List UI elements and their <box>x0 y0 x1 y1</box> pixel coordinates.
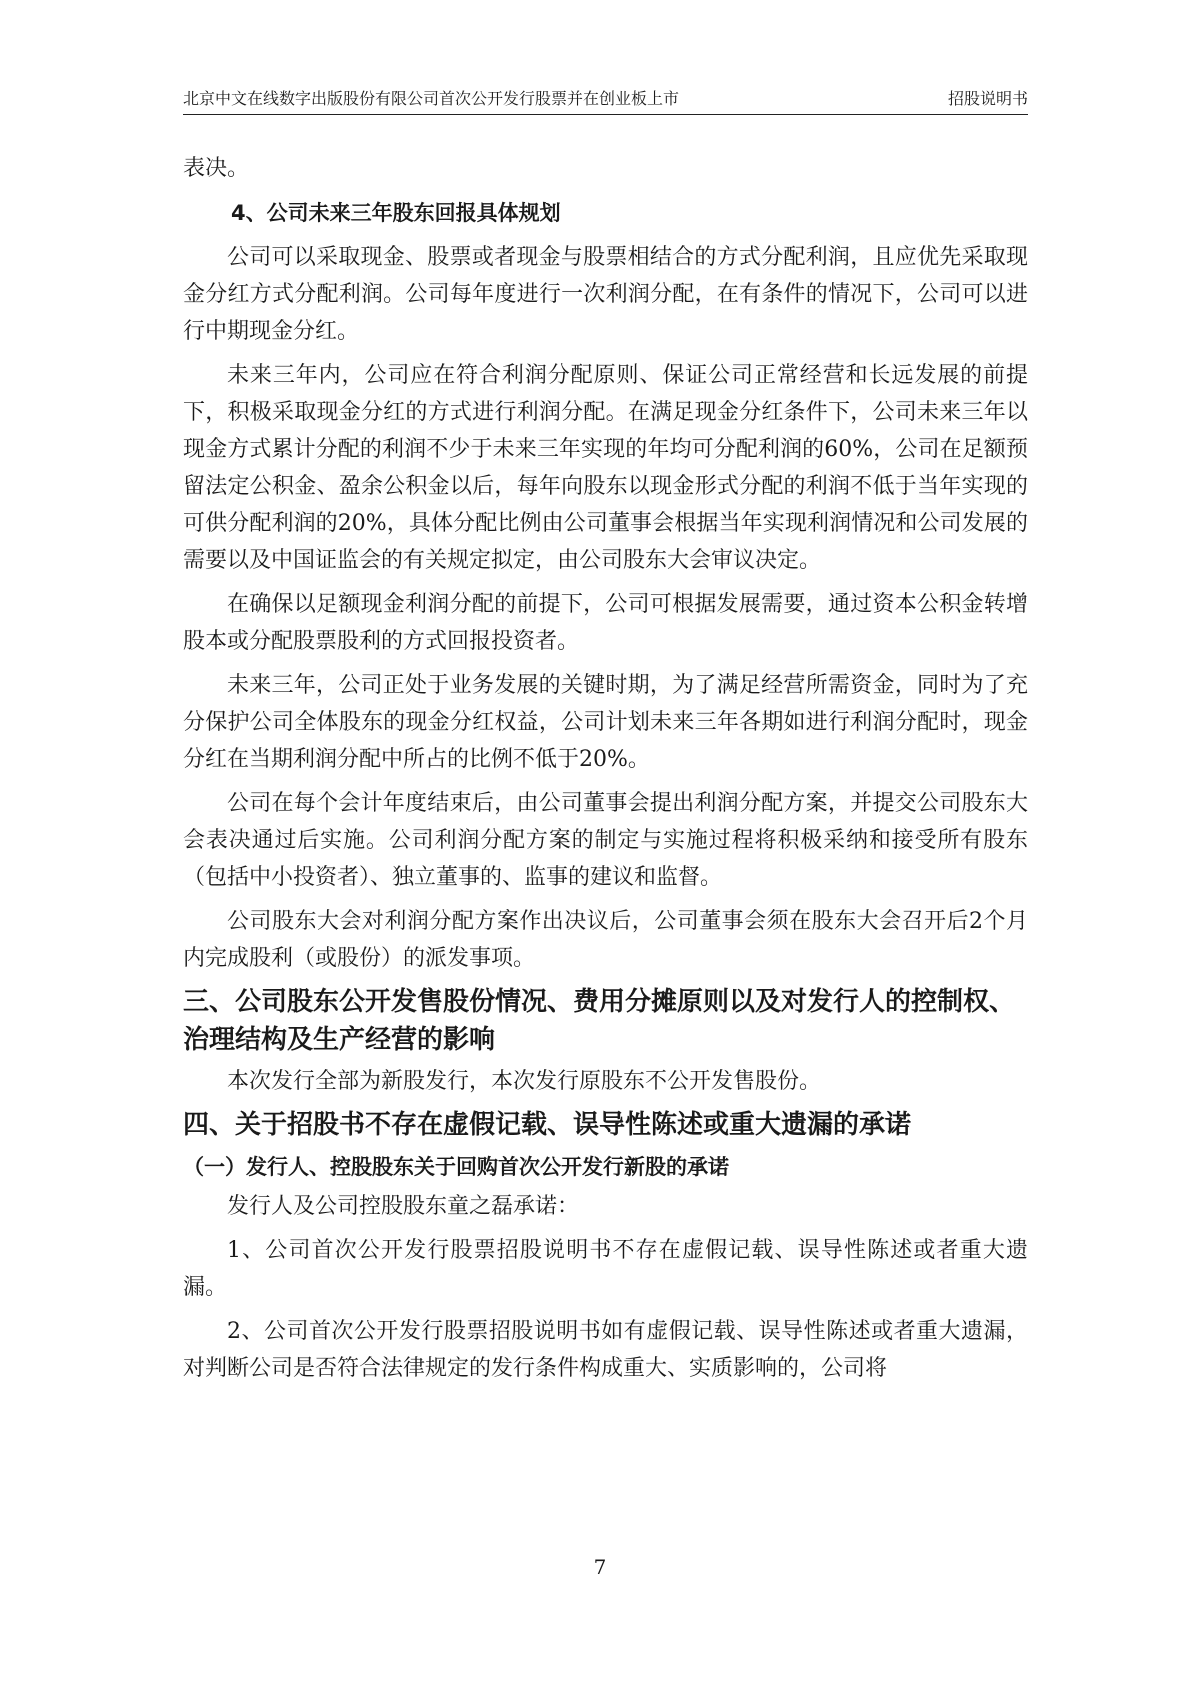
paragraph: 2、公司首次公开发行股票招股说明书如有虚假记载、误导性陈述或者重大遗漏，对判断公司是否符合法律规定的发行条件构成重大、实质影响的，公司将 <box>183 1319 1028 1381</box>
paragraph: 未来三年，公司正处于业务发展的关键时期，为了满足经营所需资金，同时为了充分保护公司全体股东的现金分红权益，公司计划未来三年各期如进行利润分配时，现金分红在当期利润分配中所占的比例不低于20%。 <box>183 673 1028 772</box>
paragraph: 未来三年内，公司应在符合利润分配原则、保证公司正常经营和长远发展的前提下，积极采取现金分红的方式进行利润分配。在满足现金分红条件下，公司未来三年以现金方式累计分配的利润不少于未来三年实现的年均可分配利润的60%，公司在足额预留法定公积金、盈余公积金以后，每年向股东以现金形式分配的利润不低于当年实现的可供分配利润的20%，具体分配比例由公司董事会根据当年实现利润情况和公司发展的需要以及中国证监会的有关规定拟定，由公司股东大会审议决定。 <box>183 363 1028 573</box>
header-title: 北京中文在线数字出版股份有限公司首次公开发行股票并在创业板上市 <box>183 89 680 108</box>
header-doc-type: 招股说明书 <box>947 89 1028 108</box>
paragraph: 发行人及公司控股股东童之磊承诺： <box>227 1194 580 1219</box>
section-heading: 三、公司股东公开发售股份情况、费用分摊原则以及对发行人的控制权、治理结构及生产经营的影响 <box>183 987 1016 1055</box>
section-heading: 四、关于招股书不存在虚假记载、误导性陈述或重大遗漏的承诺 <box>183 1110 912 1140</box>
paragraph: 表决。 <box>183 156 250 181</box>
page-number: 7 <box>593 1555 607 1579</box>
paragraph: 公司在每个会计年度结束后，由公司董事会提出利润分配方案，并提交公司股东大会表决通过后实施。公司利润分配方案的制定与实施过程将积极采纳和接受所有股东（包括中小投资者）、独立董事的、监事的建议和监督。 <box>183 791 1028 890</box>
paragraph: 公司可以采取现金、股票或者现金与股票相结合的方式分配利润，且应优先采取现金分红方式分配利润。公司每年度进行一次利润分配，在有条件的情况下，公司可以进行中期现金分红。 <box>183 245 1028 344</box>
subsection-heading: 4、公司未来三年股东回报具体规划 <box>231 201 561 225</box>
paragraph: 本次发行全部为新股发行，本次发行原股东不公开发售股份。 <box>227 1069 822 1094</box>
paragraph: 公司股东大会对利润分配方案作出决议后，公司董事会须在股东大会召开后2个月内完成股利（或股份）的派发事项。 <box>183 909 1028 971</box>
running-header <box>183 86 1028 115</box>
paragraph: 在确保以足额现金利润分配的前提下，公司可根据发展需要，通过资本公积金转增股本或分配股票股利的方式回报投资者。 <box>183 592 1028 654</box>
document-body <box>183 150 1028 1387</box>
subsection-heading: （一）发行人、控股股东关于回购首次公开发行新股的承诺 <box>183 1155 729 1179</box>
paragraph: 1、公司首次公开发行股票招股说明书不存在虚假记载、误导性陈述或者重大遗漏。 <box>183 1238 1028 1300</box>
